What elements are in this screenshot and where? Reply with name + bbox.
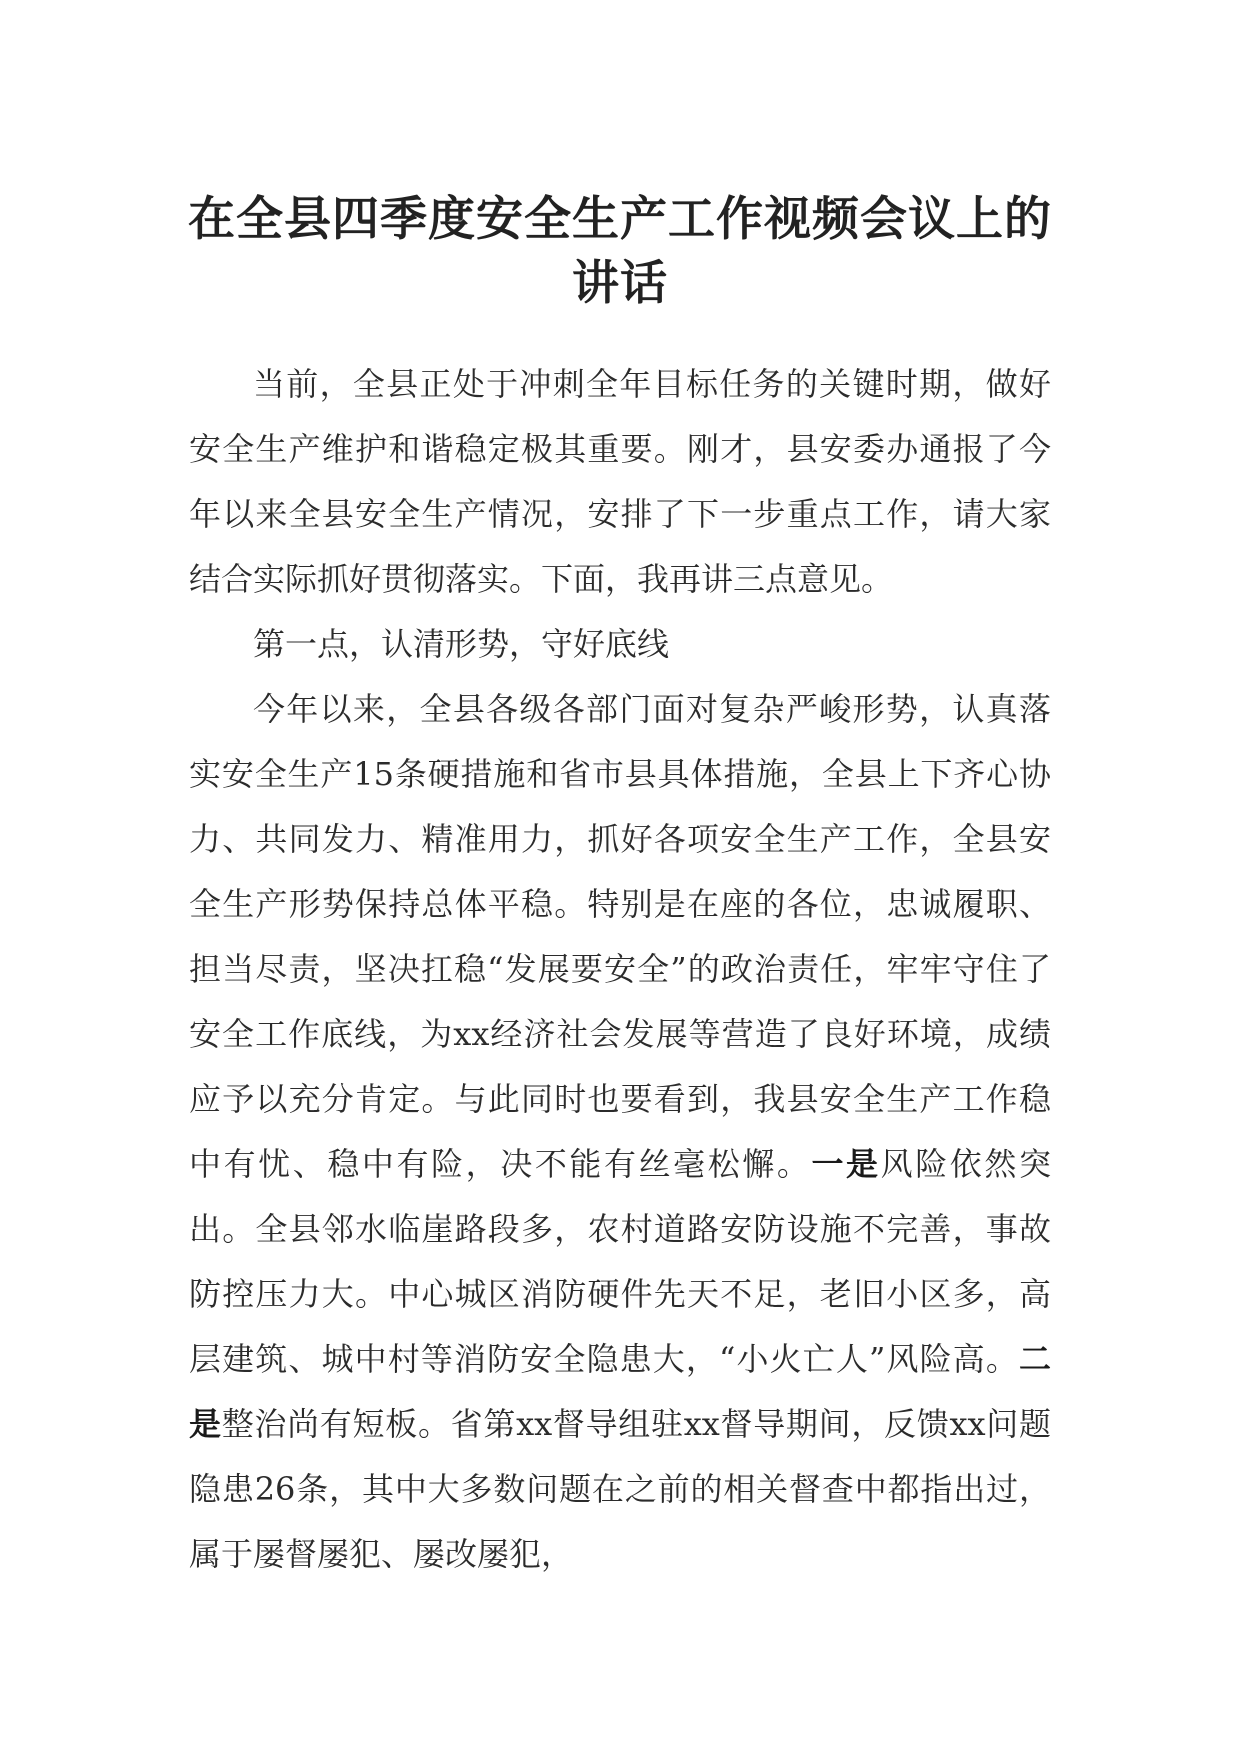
- paragraph-situation-shortcoming: 整治尚有短板。省第xx督导组驻xx督导期间，反馈xx问题隐患26条，其中大多数问题在之前的相关督查中都指出过，属于屡督屡犯、屡改屡犯，: [189, 1405, 1051, 1573]
- document-body: [189, 352, 1051, 1587]
- section-heading-first-point: 第一点，认清形势，守好底线: [253, 625, 670, 663]
- title-line-2: 讲话: [572, 256, 668, 311]
- paragraph-situation: [189, 677, 1051, 1587]
- paragraph-situation-intro: 今年以来，全县各级各部门面对复杂严峻形势，认真落实安全生产15条硬措施和省市县具体措施，全县上下齐心协力、共同发力、精准用力，抓好各项安全生产工作，全县安全生产形势保持总体平稳。特别是在座的各位，忠诚履职、担当尽责，坚决扛稳“发展要安全”的政治责任，牢牢守住了安全工作底线，为xx经济社会发展等营造了良好环境，成绩应予以充分肯定。与此同时也要看到，我县安全生产工作稳中有忧、稳中有险，决不能有丝毫松懈。: [189, 690, 1051, 1183]
- point-label-first: 一是: [811, 1145, 881, 1183]
- title-line-1: 在全县四季度安全生产工作视频会议上的: [188, 192, 1052, 247]
- document-title: [180, 188, 1060, 316]
- paragraph-situation-risk: 风险依然突出。全县邻水临崖路段多，农村道路安防设施不完善，事故防控压力大。中心城区消防硬件先天不足，老旧小区多，高层建筑、城中村等消防安全隐患大，“小火亡人”风险高。: [189, 1145, 1051, 1378]
- point-label-second: 二是: [189, 1340, 1051, 1443]
- paragraph-opening: 当前，全县正处于冲刺全年目标任务的关键时期，做好安全生产维护和谐稳定极其重要。刚才，县安委办通报了今年以来全县安全生产情况，安排了下一步重点工作，请大家结合实际抓好贯彻落实。下面，我再讲三点意见。: [189, 365, 1051, 598]
